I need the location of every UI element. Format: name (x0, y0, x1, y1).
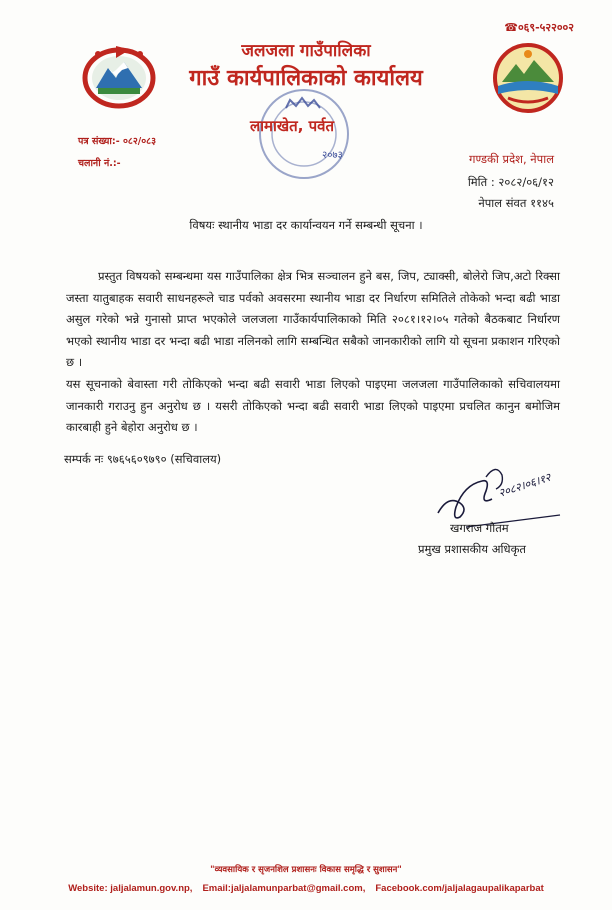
contact-number: सम्पर्क नः ९७६५६०९७९० (सचिवालय) (64, 452, 222, 466)
signatory-name: खगराज गौतम (450, 521, 509, 535)
footer-contacts (0, 883, 612, 894)
nepal-sambat: नेपाल संवत ११४५ (478, 196, 554, 210)
footer-slogan: "व्यवसायिक र सृजनशिल प्रशासनः विकास समृद्धि र सुशासन" (210, 865, 402, 875)
office-address: लामाखेत, पर्वत (250, 117, 335, 135)
signature-date: २०८२।०६।१२ (496, 470, 553, 500)
municipality-logo-icon (488, 42, 568, 114)
issue-date: मिति : २०८२/०६/१२ (467, 175, 554, 189)
body-paragraph-2: यस सूचनाको बेवास्ता गरी तोकिएको भन्दा बढी सवारी भाडा लिएको पाइएमा जलजला गाउँपालिकाको सचिवालयमा जानकारी गराउनु हुन अनुरोध छ । यसरी तोकिएको भन्दा बढी सवारी भाडा लिएको पाइएमा प्रचलित कानुन बमोजिम कारबाही हुने बेहोरा अनुरोध छ । (66, 377, 560, 434)
office-name: गाउँ कार्यपालिकाको कार्यालय (189, 66, 423, 91)
notice-subject: विषयः स्थानीय भाडा दर कार्यान्वयन गर्ने सम्बन्धी सूचना । (189, 218, 423, 232)
stamp-year: २०७३ (322, 150, 343, 161)
letter-number: पत्र संख्या:- ०८२/०८३ (78, 136, 157, 147)
footer-website[interactable]: Website: jaljalamun.gov.np, (68, 883, 193, 894)
dispatch-number: चलानी नं.:- (78, 158, 121, 169)
footer-email[interactable]: Email:jaljalamunparbat@gmail.com, (202, 883, 366, 894)
phone-number: ☎०६९-५२२००२ (504, 21, 574, 34)
municipality-name: जलजला गाउँपालिका (241, 41, 371, 61)
signatory-designation: प्रमुख प्रशासकीय अधिकृत (418, 542, 526, 556)
body-paragraph-1: प्रस्तुत विषयको सम्बन्धमा यस गाउँपालिका क्षेत्र भित्र सञ्चालन हुने बस, जिप, ट्याक्सी, बोलेरो जिप,अटो रिक्सा जस्ता यातुबाहक सवारी साधनहरूले चाड पर्वको अवसरमा स्थानीय भाडा दर निर्धारण समितिले तोकेको भन्दा बढी भाडा असुल गरेको भन्ने गुनासो प्राप्त भएकोले जलजला गाउँकार्यपालिकाको मिति २०८१।१२।०५ गतेको बैठकबाट निर्धारण भएको स्थानीय भाडा दर भन्दा बढी भाडा नलिनको लागि सम्बन्धित सबैको जानकारीको लागि यो सूचना प्रकाशन गरिएको छ । (66, 269, 560, 369)
footer-facebook[interactable]: Facebook.com/jaljalagaupalikaparbat (375, 883, 544, 894)
province-label: गण्डकी प्रदेश, नेपाल (468, 152, 554, 166)
